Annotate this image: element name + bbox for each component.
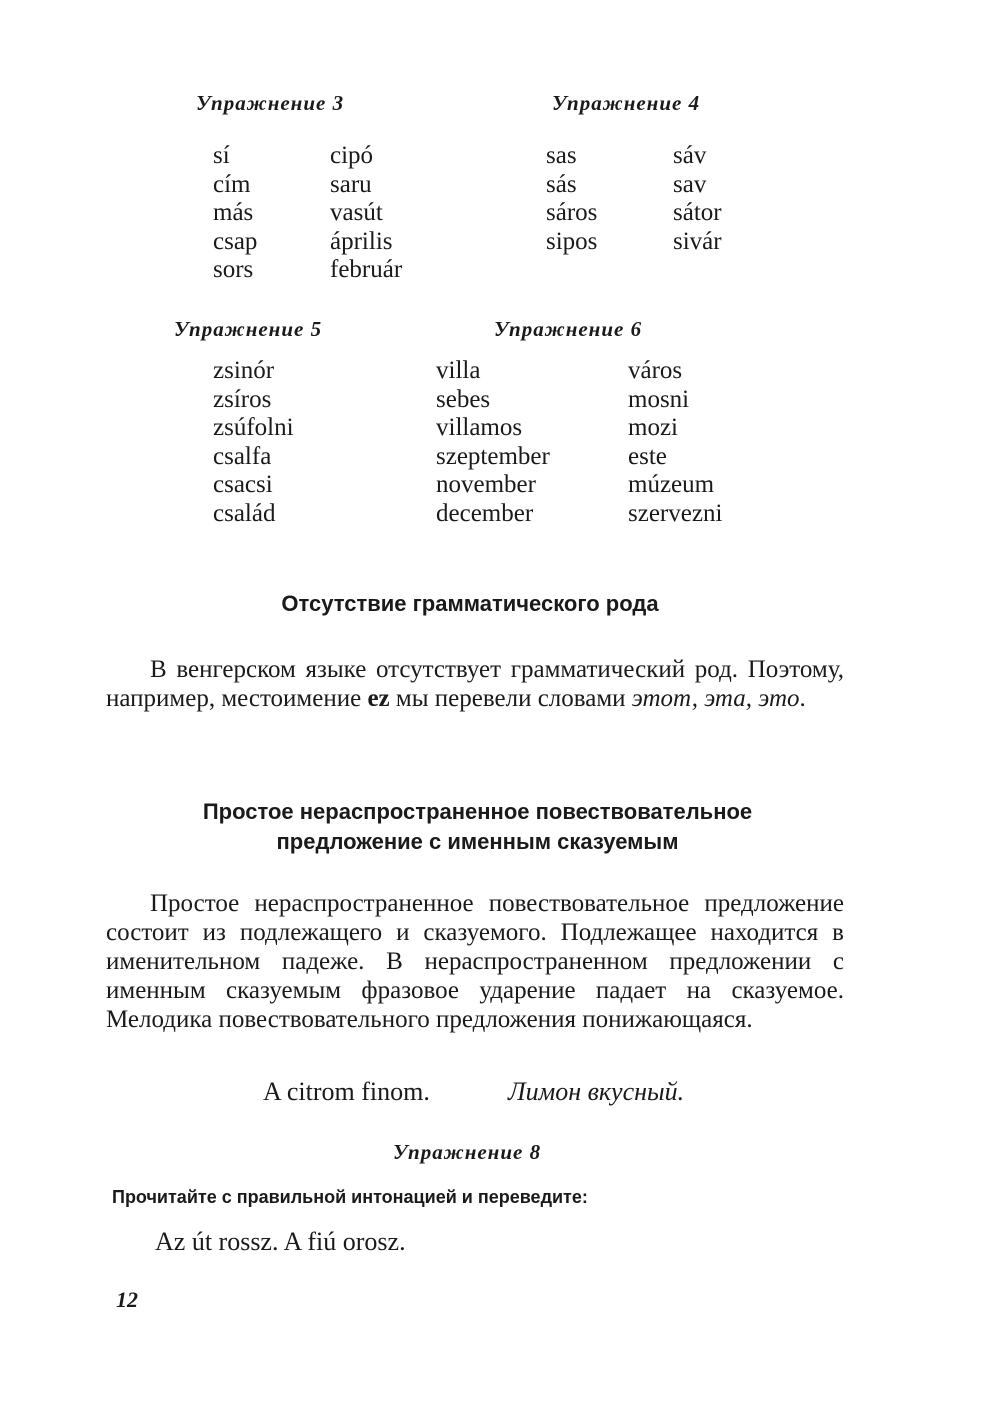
- word: zsúfolni: [213, 414, 294, 442]
- exercise-6-title: Упражнение 6: [494, 317, 643, 341]
- word: sátor: [673, 199, 722, 227]
- grammatical-gender-paragraph: [106, 655, 844, 713]
- word: villa: [436, 357, 481, 384]
- paragraph-text: В венгерском языке отсутствует грамматический род. Поэтому, например, местоимение: [106, 656, 844, 712]
- simple-sentence-paragraph: [106, 889, 844, 1034]
- example-hungarian: A citrom finom.: [263, 1077, 430, 1106]
- exercise-4-column-1: [546, 142, 597, 256]
- word: zsinór: [213, 357, 275, 384]
- word: vasút: [330, 199, 383, 227]
- word: sipos: [546, 227, 598, 255]
- word: november: [436, 471, 536, 499]
- word: saru: [330, 170, 372, 198]
- exercise-5-title: Упражнение 5: [174, 317, 323, 341]
- word: sebes: [436, 385, 491, 413]
- exercise-6-column-1: [436, 357, 550, 529]
- word: mosni: [628, 385, 690, 413]
- word: április: [330, 227, 393, 255]
- word: más: [213, 199, 254, 227]
- word: csap: [213, 227, 258, 255]
- word: zsíros: [213, 385, 272, 413]
- exercise-8-sentence: Az út rossz. A fiú orosz.: [155, 1227, 406, 1256]
- word: sav: [673, 170, 707, 198]
- word: este: [628, 442, 667, 470]
- word: sivár: [673, 227, 722, 255]
- page-number: 12: [116, 1287, 138, 1312]
- word: sás: [546, 170, 577, 198]
- pronoun-ez: ez: [367, 685, 390, 712]
- exercise-8-title: Упражнение 8: [393, 1140, 542, 1164]
- exercise-4-title: Упражнение 4: [552, 91, 701, 115]
- word: szeptember: [436, 442, 550, 470]
- paragraph-text: .: [799, 685, 806, 712]
- word: sáv: [673, 142, 707, 169]
- exercise-4-column-2: [673, 142, 722, 256]
- word: cipó: [330, 142, 374, 169]
- word: csacsi: [213, 471, 273, 499]
- word: család: [213, 499, 276, 527]
- exercise-8-instruction: Прочитайте с правильной интонацией и переведите:: [112, 1187, 588, 1207]
- word: december: [436, 499, 534, 527]
- word: sáros: [546, 199, 598, 227]
- exercise-3-title: Упражнение 3: [196, 91, 345, 115]
- paragraph-text: Простое нераспространенное повествовательное предложение состоит из подлежащего и сказуемого. Подлежащее находится в именительном падеже. В нераспространенном предложении с именным сказуемым фразовое ударение падает на сказуемое. Мелодика повествовательного предложения понижающаяся.: [106, 890, 844, 1033]
- paragraph-text: мы перевели словами: [395, 685, 626, 712]
- word: cím: [213, 170, 251, 198]
- word: sas: [546, 142, 577, 169]
- word: sí: [213, 142, 230, 169]
- word: múzeum: [628, 471, 715, 499]
- exercise-5-column-1: [213, 357, 294, 529]
- word: csalfa: [213, 442, 272, 470]
- section-heading-simple-sentence: Простое нераспространенное повествовательное: [202, 799, 753, 824]
- section-heading-grammatical-gender: Отсутствие грамматического рода: [281, 591, 659, 616]
- exercise-3-column-1: [213, 142, 257, 285]
- word: mozi: [628, 414, 678, 442]
- word: város: [628, 357, 683, 384]
- word: február: [330, 256, 403, 284]
- translations: этот, эта, это: [631, 685, 800, 712]
- exercise-6-column-2: [628, 357, 722, 529]
- word: villamos: [436, 414, 523, 442]
- section-heading-simple-sentence-line-2: предложение с именным сказуемым: [276, 829, 679, 854]
- example-russian: Лимон вкусный.: [508, 1077, 685, 1106]
- word: szervezni: [628, 499, 723, 527]
- word: sors: [213, 256, 254, 284]
- exercise-3-column-2: [330, 142, 402, 285]
